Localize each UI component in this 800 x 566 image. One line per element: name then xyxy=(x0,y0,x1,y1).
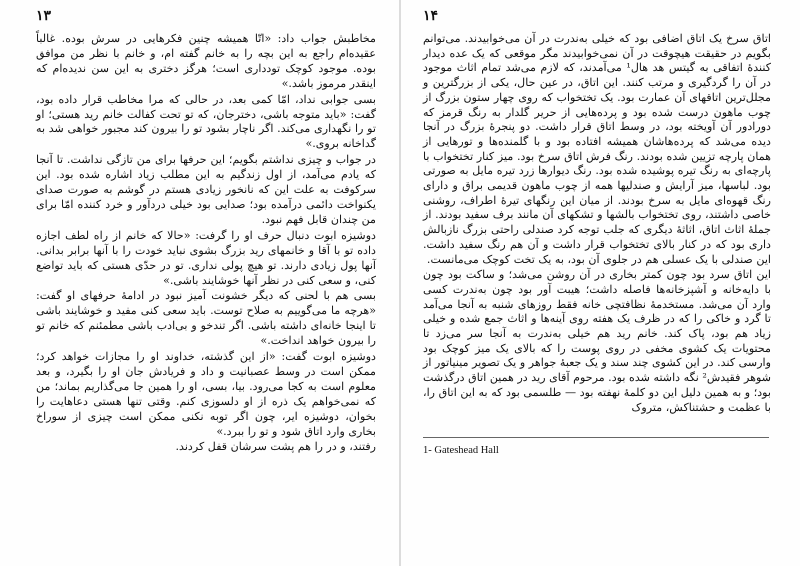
page-body xyxy=(423,32,771,416)
paragraph: اتاق سرخ یک اتاق اضافی بود که خیلی به‌ندرت در آن می‌خوابیدند. می‌توانم بگویم در حقیقت هیچوقت در آن نمی‌خوابیدند مگر موقعی که یک عده دیدار کنندهٔ اتفاقی به گیتس هد هال¹ می‌آمدند، که لازم می‌شد تمام اثاث موجود در آن را گردگیری و مرتب کنند. این اتاق، در عین حال، یکی از بزرگترین و مجلل‌ترین اتاقهای آن عمارت بود. یک تختخواب که روی چهار ستون بزرگ از چوب ماهون درست شده بود و پرده‌هایی از حریر گلدار به رنگ قرمز که دورادور آن آویخته بود، در وسط اتاق قرار داشت. دو پنجرهٔ بزرگ در آنجا دیده می‌شد که پرده‌هاشان همیشه افتاده بود و با گلمنده‌ها و تورهایی از همان پارچه تزیین شده بودند. رنگ فرش اتاق سرخ بود. میز کنار تختخواب با پارچه‌ای به رنگ تیره پوشیده شده بود. رنگ دیوارها زرد تیره مایل به صورتی بود. لباسها، میز آرایش و صندلیها همه از چوب ماهون قدیمی براق و دارای رنگ قهوه‌ای مایل به سرخ بودند. از میان این رنگهای تیرهٔ اطراف، روشنی خاصی داشتند، روی تختخواب بالشها و تشکهای آن مانند برف سفید بودند. از جملهٔ اثاث اتاق، اثاثهٔ دیگری که جلب توجه کرد صندلی راحتی بزرگ نازبالش داری بود که در کنار بالای تختخواب قرار داشت و آن هم رنگ سفید داشت. این صندلی با یک عسلی هم در جلوی آن بود، به یک تخت کوچک می‌مانست. xyxy=(423,32,772,266)
paragraph: بسی هم با لحنی که دیگر خشونت آمیز نبود در ادامهٔ حرفهای او گفت: «هرچه ما می‌گوییم به صلاح توست. باید سعی کنی مفید و خوشایند باشی تا اینجا خانه‌ای داشته باشی. اگر تندخو و بی‌ادب باشی مطمئنم که خانم تو را بیرون خواهد انداخت.» xyxy=(36,289,376,348)
page-number: ۱۳ xyxy=(36,8,52,24)
paragraph: دوشیزه ابوت دنبال حرف او را گرفت: «حالا که خانم از راه لطف اجازه داده تو با آقا و خانمهای رید بزرگ بشوی نباید خودت را با آنها برابر بدانی. آنها پول زیادی دارند. تو هیچ پولی نداری. تو در حدّی هستی که باید تواضع کنی، و سعی کنی در نظر آنها خوشایند باشی.» xyxy=(36,228,376,287)
paragraph: مخاطبش جواب داد: «اتّا همیشه چنین فکرهایی در سرش بوده. غالباً عقیده‌ام راجع به این بچه را به خانم گفته ام، و خانم با نظر من موافق بوده. موجود کوچک تودداری است؛ هرگز دختری به این سن ندیده‌ام که اینقدر مرموز باشد.» xyxy=(36,32,376,90)
page-number: ۱۴ xyxy=(423,8,439,24)
paragraph: بسی جوابی نداد، امّا کمی بعد، در حالی که مرا مخاطب قرار داده بود، گفت: «باید متوجه باشی، دخترجان، که تو تحت کفالت خانم رید هستی؛ او تو را نگهداری می‌کند. اگر ناچار بشود تو را بیرون کند مجبور خواهی شد به گداخانه بروی.» xyxy=(36,92,376,151)
right-page xyxy=(401,0,800,566)
page-body xyxy=(36,32,376,456)
paragraph: این اتاق سرد بود چون کمتر بخاری در آن روشن می‌شد؛ و ساکت بود چون با دایه‌خانه و آشپزخانه‌ها فاصله داشت؛ هیبت آور بود چون به‌ندرت کسی وارد آن می‌شد. مستخدمهٔ نظافتچی خانه فقط روزهای شنبه به آنجا می‌آمد تا گرد و خاکی را که در ظرف یک هفته روی آینه‌ها و اثاث جمع شده و خیلی زیاد هم بود، پاک کند. خانم رید هم خیلی به‌ندرت به آنجا سر می‌زد تا محتویات یک کشوی مخفی در روی پوست را که بالای یک میز کوچک بود وارسی کند. در این کشوی چند سند و یک جعبهٔ جواهر و یک تصویر مینیاتور از شوهر فقیدش² نگه داشته شده بود. مرحوم آقای رید در همین اتاق درگذشت بود؛ و به همین دلیل این دو کلمهٔ نهفته بود — طلسمی بود که به این اتاق را، با عظمت و حشتناکش، متروک xyxy=(423,268,772,414)
paragraph: رفتند، و در را هم پشت سرشان قفل کردند. xyxy=(175,440,376,454)
footnote xyxy=(423,437,769,457)
footnote-content: Gateshead Hall xyxy=(434,445,499,456)
footnote-text xyxy=(423,444,769,457)
left-page xyxy=(0,0,399,566)
footnote-marker: 1- xyxy=(423,445,432,456)
paragraph: دوشیزه ابوت گفت: «از این گذشته، خداوند او را مجازات خواهد کرد؛ ممکن است در وسط عصبانیت و داد و فریادش جان او را بگیرد، و بعد معلوم است به کجا می‌رود. بیا، بسی، او را همین جا می‌گذاریم بماند؛ من که نمی‌خواهم یک ذره از او دلسوزی کنم. وقتی تنها هستی دعاهایت را بخوان، دوشیزه ایر، چون اگر توبه نکنی ممکن است چیزی از سوراخ بخاری وارد اتاق شود و تو را ببرد.» xyxy=(36,350,376,438)
paragraph: در جواب و چیزی نداشتم بگویم؛ این حرفها برای من تازگی نداشت. تا آنجا که یادم می‌آمد، از اول زندگیم به این مطلب زیاد اشاره شده بود. این سرکوفت به علت این که نا‌نخور زیادی هستم در گوشم به صورت صدای یکنواخت دائمی درآمده بود؛ صدایی بود خیلی دردآور و خرد کننده امّا برای من چندان قابل فهم نبود. xyxy=(36,153,376,226)
